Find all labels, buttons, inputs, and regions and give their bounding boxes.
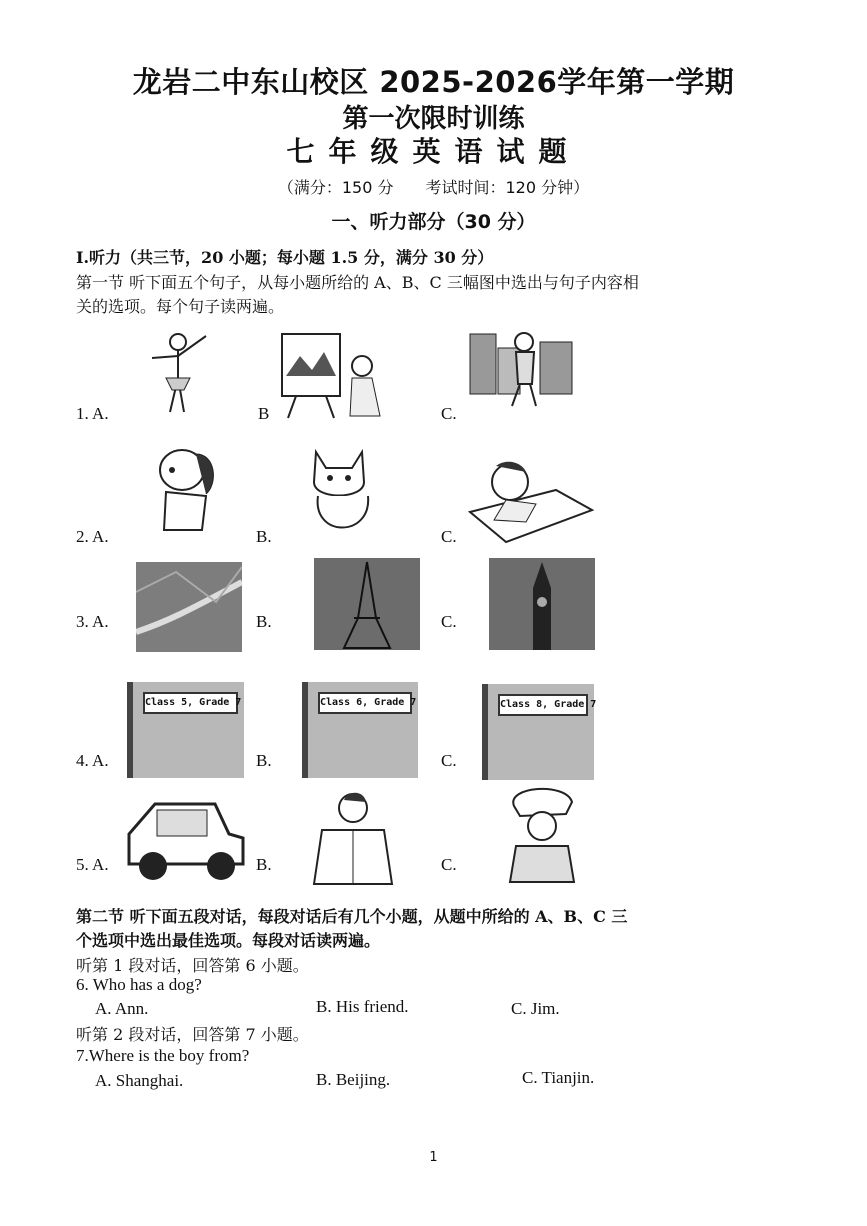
q6-option-c[interactable]: C. Jim.	[511, 999, 560, 1018]
classroom-door-image-b	[302, 682, 418, 778]
section1-instruction-2: 关的选项。每个句子读两遍。	[76, 297, 285, 316]
q6-option-a[interactable]: A. Ann.	[95, 999, 149, 1018]
q5-option-c-label: C.	[441, 855, 457, 874]
part-title: 一、听力部分（30 分）	[331, 211, 536, 233]
q1-option-a-label: 1. A.	[76, 404, 109, 423]
section1-instruction-1: 第一节 听下面五个句子，从每小题所给的 A、B、C 三幅图中选出与句子内容相	[76, 273, 639, 292]
great-wall-image	[136, 562, 242, 652]
dog-image	[146, 444, 226, 536]
q3-option-c-label: C.	[441, 612, 457, 631]
q7-option-a[interactable]: A. Shanghai.	[95, 1071, 184, 1090]
doctor-image	[308, 790, 398, 886]
classroom-door-image-a	[127, 682, 244, 778]
boy-in-city-image	[468, 328, 578, 408]
cook-image	[496, 786, 586, 884]
dancer-image	[140, 328, 220, 416]
q4-option-c-label: C.	[441, 751, 457, 770]
cat-image	[302, 442, 388, 540]
q7-option-b[interactable]: B. Beijing.	[316, 1070, 391, 1089]
q2-option-c-label: C.	[441, 527, 457, 546]
section2-instruction-1: 第二节 听下面五段对话，每段对话后有几个小题，从题中所给的 A、B、C 三	[76, 907, 628, 926]
class-sign-a: Class 5, Grade 7	[143, 692, 238, 714]
q4-option-b-label: B.	[256, 751, 272, 770]
exam-info: （满分：150 分 考试时间：120 分钟）	[277, 178, 590, 197]
q5-option-b-label: B.	[256, 855, 272, 874]
question-6: 6. Who has a dog?	[76, 975, 202, 994]
driver-car-image	[125, 794, 247, 884]
q6-option-b[interactable]: B. His friend.	[316, 997, 409, 1016]
baby-crawling-image	[466, 460, 594, 546]
q4-option-a-label: 4. A.	[76, 751, 109, 770]
dialog2-note: 听第 2 段对话，回答第 7 小题。	[76, 1025, 309, 1044]
classroom-door-image-c	[482, 684, 597, 780]
q1-option-b-label: B	[258, 404, 270, 423]
dialog1-note: 听第 1 段对话，回答第 6 小题。	[76, 956, 309, 975]
page-number: 1	[429, 1150, 438, 1165]
class-sign-c: Class 8, Grade 7	[498, 694, 588, 716]
question-7: 7.Where is the boy from?	[76, 1046, 250, 1065]
exam-title-subject: 七年级英语试题	[286, 135, 581, 168]
exam-title-school: 龙岩二中东山校区 2025-2026学年第一学期	[132, 65, 735, 99]
exam-title-training: 第一次限时训练	[342, 104, 525, 134]
q3-option-b-label: B.	[256, 612, 272, 631]
painter-image	[276, 326, 386, 420]
q3-option-a-label: 3. A.	[76, 612, 109, 631]
section1-heading: I.听力（共三节，20 小题；每小题 1.5 分，满分 30 分）	[76, 248, 494, 267]
big-ben-image	[489, 558, 595, 650]
q2-option-a-label: 2. A.	[76, 527, 109, 546]
section2-instruction-2: 个选项中选出最佳选项。每段对话读两遍。	[76, 931, 381, 950]
q2-option-b-label: B.	[256, 527, 272, 546]
q7-option-c[interactable]: C. Tianjin.	[522, 1068, 595, 1087]
eiffel-tower-image	[314, 558, 420, 650]
q1-option-c-label: C.	[441, 404, 457, 423]
q5-option-a-label: 5. A.	[76, 855, 109, 874]
class-sign-b: Class 6, Grade 7	[318, 692, 412, 714]
